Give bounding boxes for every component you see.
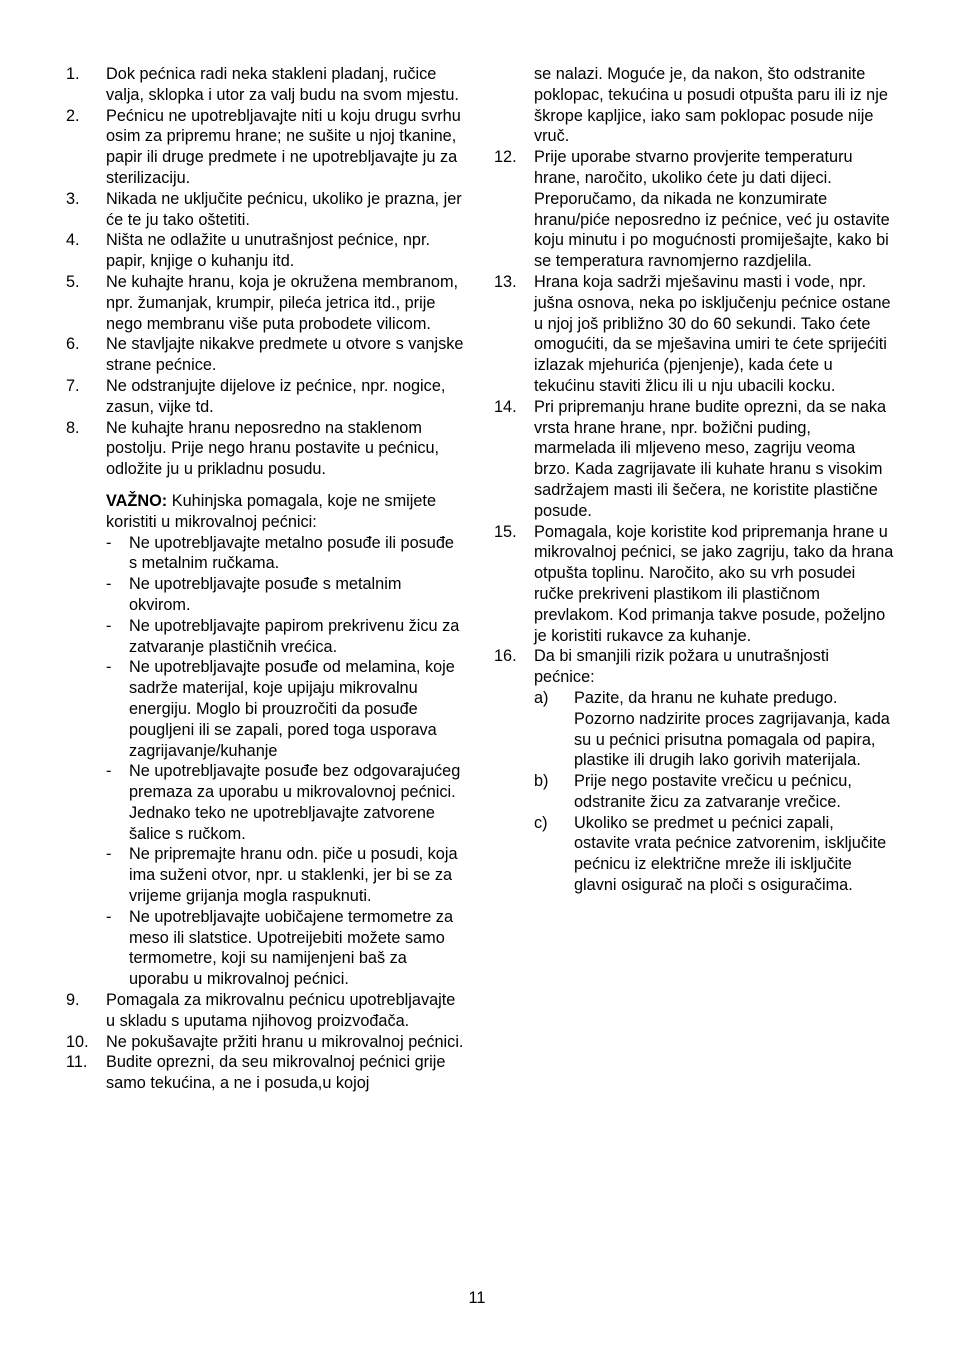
- list-item: [66, 64, 466, 106]
- item-number: 10.: [66, 1032, 89, 1051]
- list-item: [66, 418, 466, 480]
- page-number: 11: [468, 1289, 486, 1307]
- list-item: [66, 334, 466, 376]
- item-text: Ne pokušavajte pržiti hranu u mikrovalnoj pećnici.: [106, 1032, 464, 1051]
- list-item: [66, 376, 466, 418]
- list-item: [66, 189, 466, 231]
- item-text: Prije uporabe stvarno provjerite temperaturu hrane, naročito, ukoliko ćete ju dati dijeci. Preporučamo, da nikada ne konzumirate hranu/piće neposredno iz pećnice, već ju ostavite koju minutu i po mogućnosti promiješajte, kako bi se temperatura ravnomjerno razdjelila.: [534, 148, 890, 271]
- item-text: Pomagala za mikrovalnu pećnicu upotrebljavajte u skladu s uputama njihovog proizvođača.: [106, 991, 456, 1030]
- item-text: Ne kuhajte hranu neposredno na staklenom postolju. Prije nego hranu postavite u pećnicu, odložite ju u prikladnu posudu.: [106, 418, 440, 479]
- list-item: [66, 1032, 466, 1053]
- item-text: Ne odstranjujte dijelove iz pećnice, npr. nogice, zasun, vijke td.: [106, 376, 446, 416]
- item-number: 6.: [66, 335, 80, 354]
- bullet-item: [106, 761, 466, 844]
- item-number: 15.: [494, 522, 517, 541]
- bullet-text: Ne pripremajte hranu odn. piče u posudi, koja ima suženi otvor, npr. u staklenki, jer bi se za vrijeme grijanja mogla raspuknuti.: [129, 845, 458, 906]
- list-item: [494, 646, 894, 896]
- item-text: Hrana koja sadrži mješavinu masti i vode, npr. jušna osnova, neka po isključenju pećnice ostane u njoj još približno 30 do 60 sekundi. Tako ćete omogućiti, da se mješavina umiri te ćete sprijećiti izlazak mjehurića (pjenjenje), kada ćete u tekućinu staviti žlicu ili u nju ubacili kocku.: [534, 272, 891, 395]
- item-number: 1.: [66, 65, 80, 83]
- item-number: 8.: [66, 418, 80, 437]
- sub-item: [534, 813, 894, 896]
- item-number: 4.: [66, 231, 80, 250]
- continuation-text: [494, 64, 894, 147]
- sub-item-text: Prije nego postavite vrečicu u pećnicu, odstranite žicu za zatvaranje vrečice.: [574, 772, 852, 811]
- item-text: Ne stavljajte nikakve predmete u otvore s vanjske strane pećnice.: [106, 335, 464, 375]
- item-number: 14.: [494, 397, 517, 416]
- right-column: [494, 64, 894, 896]
- list-item: [494, 522, 894, 647]
- sub-item-letter: c): [534, 813, 548, 832]
- item-text: Pri pripremanju hrane budite oprezni, da se naka vrsta hrane hrane, npr. božični puding, marmelada ili mljeveno meso, zagriju veoma brzo. Kada zagrijavate ili kuhate hranu s visokim sadržajem masti ili šečera, ne koristite plastične posude.: [534, 397, 887, 520]
- bullet-text: Ne upotrebljavajte posuđe od melamina, koje sadrže materijal, koje upijaju mikrovalnu energiju. Moglo bi prouzročiti da posuđe pougljeni ili se zapali, pored toga usporava zagrijavanje/kuhanje: [129, 658, 455, 760]
- bullet-item: [106, 657, 466, 761]
- sub-item-text: Ukoliko se predmet u pećnici zapali, ostavite vrata pećnice zatvorenim, isključite pećnicu iz električne mreže ili isključite glavni osigurač na ploči s osiguračima.: [574, 813, 887, 895]
- item-text: se nalazi. Moguće je, da nakon, što odstranite poklopac, tekućina u posudi otpušta paru ili iz nje škrope kapljice, iako sam poklopac posude nije vruč.: [534, 65, 888, 146]
- item-text: Nikada ne uključite pećnicu, ukoliko je prazna, jer će te ju tako oštetiti.: [106, 189, 462, 229]
- bullet-text: Ne upotrebljavajte papirom prekrivenu žicu za zatvaranje plastičnih vrećica.: [129, 616, 460, 656]
- bullet-item: [106, 574, 466, 616]
- bullet-item: [106, 533, 466, 575]
- item-text: Pomagala, koje koristite kod pripremanja hrane u mikrovalnoj pećnici, se jako zagriju, tako da hrana otpušta toplinu. Naročito, ako su vrh posudei ručke prekriveni plastikom ili plastičnom prevlakom. Kod primanja takve posude, poželjno je koristiti rukavce za kuhanje.: [534, 522, 894, 645]
- bullet-dash: -: [106, 533, 112, 552]
- item-text: Ne kuhajte hranu, koja je okružena membranom, npr. žumanjak, krumpir, pileća jetrica itd., prije nego membranu više puta probodete vilicom.: [106, 272, 459, 333]
- item-text: Da bi smanjili rizik požara u unutrašnjosti pećnice:: [534, 647, 829, 687]
- bullet-dash: -: [106, 907, 112, 926]
- important-note: [66, 491, 466, 990]
- item-text: Dok pećnica radi neka stakleni pladanj, ručice valja, sklopka i utor za valj budu na svom mjestu.: [106, 65, 459, 104]
- item-number: 7.: [66, 376, 80, 395]
- item-number: 11.: [66, 1053, 88, 1072]
- list-item: [66, 1052, 466, 1094]
- item-number: 3.: [66, 189, 80, 208]
- item-number: 16.: [494, 647, 517, 666]
- list-item: [494, 272, 894, 397]
- sub-item-letter: a): [534, 688, 549, 707]
- list-item: [66, 230, 466, 272]
- sub-item-text: Pazite, da hranu ne kuhate predugo. Pozorno nadzirite proces zagrijavanja, kada su u pećnici prisutna pomagala od papira, plastike ili drugih lako gorivih materijala.: [574, 688, 890, 770]
- important-intro: [106, 491, 466, 533]
- item-text: Ništa ne odlažite u unutrašnjost pećnice, npr. papir, knjige o kuhanju itd.: [106, 231, 431, 271]
- list-item: [494, 147, 894, 272]
- bullet-text: Ne upotrebljavajte metalno posuđe ili posuđe s metalnim ručkama.: [129, 533, 454, 573]
- important-text: Kuhinjska pomagala, koje ne smijete koristiti u mikrovalnoj pećnici:: [106, 491, 436, 531]
- bullet-dash: -: [106, 845, 112, 864]
- bullet-text: Ne upotrebljavajte posuđe bez odgovarajućeg premaza za uporabu u mikrovalovnoj pećnici. Jednako teko ne upotrebljavajte zatvorene šalice s ručkom.: [129, 762, 461, 843]
- list-item: [494, 397, 894, 522]
- sub-item: [534, 688, 894, 771]
- left-column: [66, 64, 466, 1094]
- item-number: 13.: [494, 272, 517, 291]
- bullet-dash: -: [106, 575, 112, 594]
- item-number: 5.: [66, 272, 80, 291]
- bullet-dash: -: [106, 658, 112, 677]
- sub-item: [534, 771, 894, 813]
- bullet-item: [106, 616, 466, 658]
- list-item: [66, 990, 466, 1032]
- bullet-text: Ne upotrebljavajte uobičajene termometre za meso ili slatstice. Upotreijebiti možete samo termometre, koji su namijenjeni baš za uporabu u mikrovalnoj pećnici.: [129, 907, 453, 989]
- bullet-dash: -: [106, 616, 112, 635]
- sub-item-letter: b): [534, 772, 549, 791]
- bullet-item: [106, 844, 466, 906]
- item-number: 9.: [66, 991, 80, 1010]
- item-text: Budite oprezni, da seu mikrovalnoj pećnici grije samo tekućina, a ne i posuda,u kojoj: [106, 1053, 446, 1093]
- bullet-dash: -: [106, 762, 112, 781]
- bullet-item: [106, 907, 466, 990]
- item-text: Pećnicu ne upotrebljavajte niti u koju drugu svrhu osim za pripremu hrane; ne sušite u njoj tkanine, papir ili druge predmete i ne upotrebljavajte ju za sterilizaciju.: [106, 106, 461, 187]
- item-number: 2.: [66, 106, 80, 125]
- important-label: VAŽNO:: [106, 491, 168, 510]
- bullet-text: Ne upotrebljavajte posuđe s metalnim okvirom.: [129, 575, 402, 614]
- list-item: [66, 272, 466, 334]
- list-item: [66, 106, 466, 189]
- item-number: 12.: [494, 148, 517, 167]
